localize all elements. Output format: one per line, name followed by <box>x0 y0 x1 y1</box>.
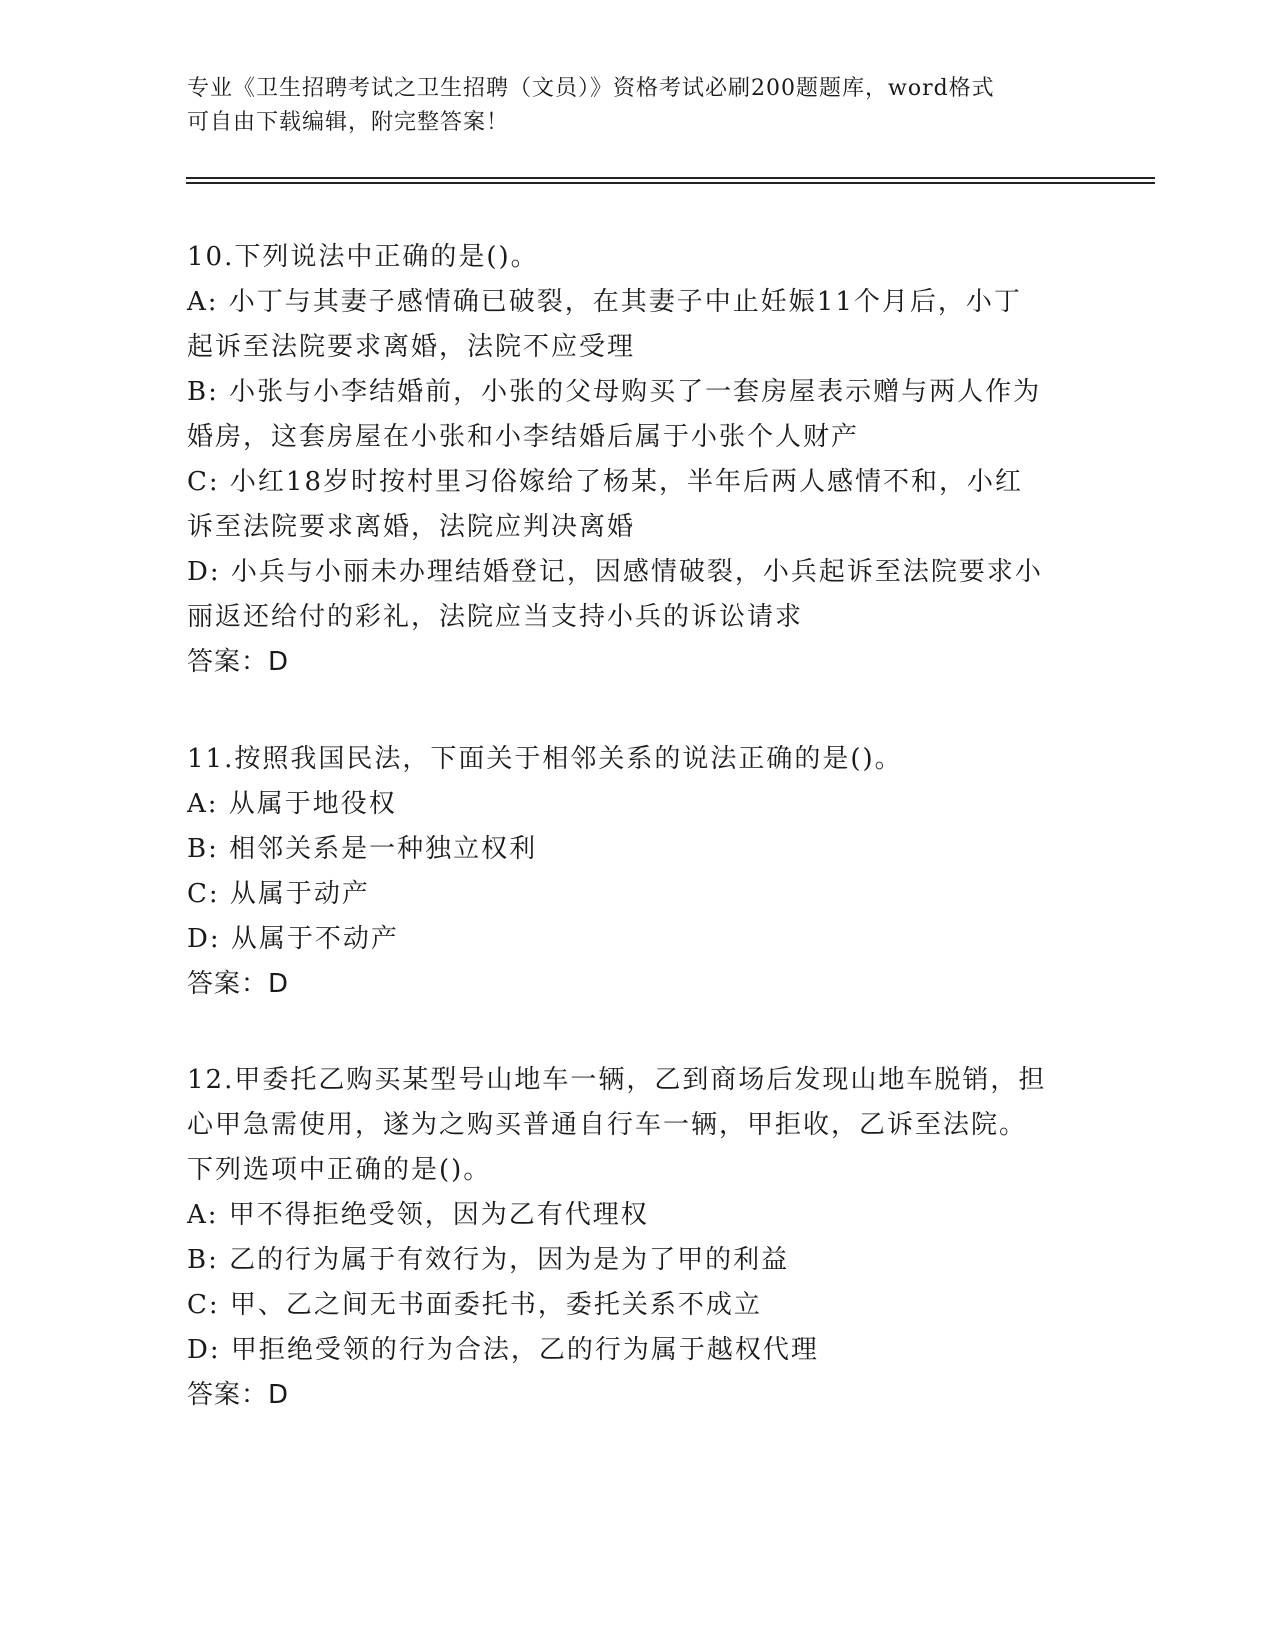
option-b: B: 乙的行为属于有效行为，因为是为了甲的利益 <box>187 1245 790 1275</box>
question-12 <box>187 1058 1087 1418</box>
question-stem-line-3: 下列选项中正确的是()。 <box>187 1155 492 1185</box>
option-a-line-1: A: 小丁与其妻子感情确已破裂，在其妻子中止妊娠11个月后，小丁 <box>187 287 1022 317</box>
option-a: A: 甲不得拒绝受领，因为乙有代理权 <box>187 1200 649 1230</box>
option-c: C: 甲、乙之间无书面委托书，委托关系不成立 <box>187 1290 762 1320</box>
question-stem: 10.下列说法中正确的是()。 <box>187 242 539 272</box>
option-d-line-1: D: 小兵与小丽未办理结婚登记，因感情破裂，小兵起诉至法院要求小 <box>187 557 1043 587</box>
question-stem-line-2: 心甲急需使用，遂为之购买普通自行车一辆，甲拒收，乙诉至法院。 <box>187 1110 1028 1140</box>
option-c-line-2: 诉至法院要求离婚，法院应判决离婚 <box>187 512 636 542</box>
header-line-2: 可自由下载编辑，附完整答案！ <box>187 110 510 135</box>
header-line-1: 专业《卫生招聘考试之卫生招聘（文员）》资格考试必刷200题题库，word格式 <box>187 76 995 101</box>
header-divider-bottom <box>186 182 1155 184</box>
option-d-line-2: 丽返还给付的彩礼，法院应当支持小兵的诉讼请求 <box>187 602 804 632</box>
answer: 答案：D <box>187 969 290 999</box>
option-a: A: 从属于地役权 <box>187 789 397 819</box>
option-c-line-1: C: 小红18岁时按村里习俗嫁给了杨某，半年后两人感情不和，小红 <box>187 467 1024 497</box>
header-divider-top <box>186 177 1155 179</box>
option-b-line-2: 婚房，这套房屋在小张和小李结婚后属于小张个人财产 <box>187 422 860 452</box>
option-d: D: 从属于不动产 <box>187 924 399 954</box>
option-b: B: 相邻关系是一种独立权利 <box>187 834 538 864</box>
option-a-line-2: 起诉至法院要求离婚，法院不应受理 <box>187 332 636 362</box>
answer: 答案：D <box>187 647 290 677</box>
option-d: D: 甲拒绝受领的行为合法，乙的行为属于越权代理 <box>187 1335 819 1365</box>
answer: 答案：D <box>187 1380 290 1410</box>
question-stem-line-1: 12.甲委托乙购买某型号山地车一辆，乙到商场后发现山地车脱销，担 <box>187 1065 1047 1095</box>
question-stem: 11.按照我国民法，下面关于相邻关系的说法正确的是()。 <box>187 744 903 774</box>
question-11 <box>187 737 1087 1007</box>
option-c: C: 从属于动产 <box>187 879 370 909</box>
question-10 <box>187 235 1087 685</box>
option-b-line-1: B: 小张与小李结婚前，小张的父母购买了一套房屋表示赠与两人作为 <box>187 377 1042 407</box>
document-header <box>187 72 1087 140</box>
